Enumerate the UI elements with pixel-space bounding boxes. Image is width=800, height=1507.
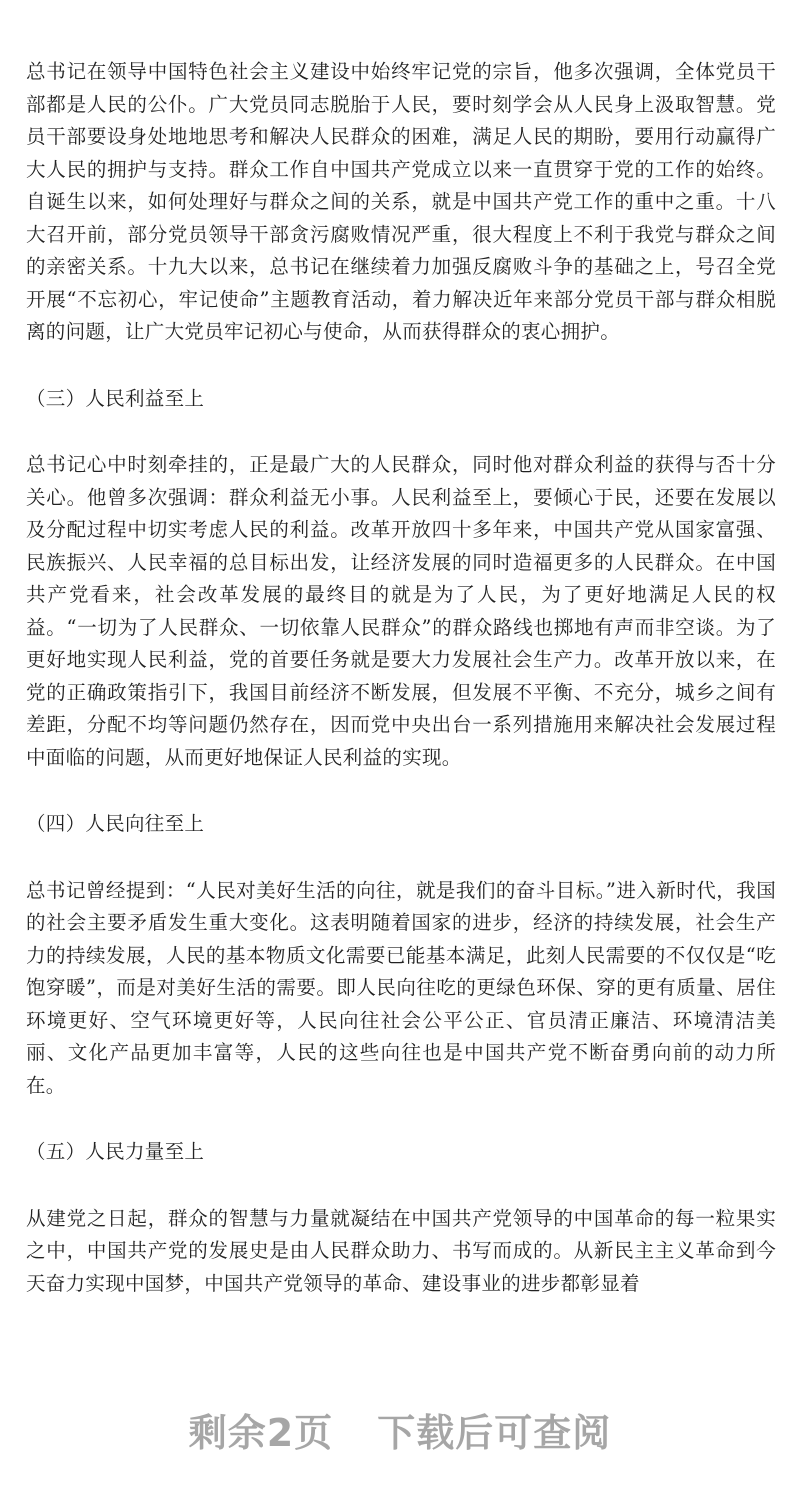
body-paragraph: 总书记在领导中国特色社会主义建设中始终牢记党的宗旨，他多次强调，全体党员干部都是人民的公仆。广大党员同志脱胎于人民，要时刻学会从人民身上汲取智慧。党员干部要设身处地地思考和解决人民群众的困难，满足人民的期盼，要用行动赢得广大人民的拥护与支持。群众工作自中国共产党成立以来一直贯穿于党的工作的始终。自诞生以来，如何处理好与群众之间的关系，就是中国共产党工作的重中之重。十八大召开前，部分党员领导干部贪污腐败情况严重，很大程度上不利于我党与群众之间的亲密关系。十九大以来，总书记在继续着力加强反腐败斗争的基础之上，号召全党开展“不忘初心，牢记使命”主题教育活动，着力解决近年来部分党员干部与群众相脱离的问题，让广大党员牢记初心与使命，从而获得群众的衷心拥护。: [26, 60, 776, 343]
section-heading: （三）人民利益至上: [26, 386, 205, 410]
remaining-pages-label: 剩余2页: [188, 1411, 334, 1455]
download-prompt-banner[interactable]: [0, 1402, 800, 1457]
body-paragraph: 从建党之日起，群众的智慧与力量就凝结在中国共产党领导的中国革命的每一粒果实之中，中国共产党的发展史是由人民群众助力、书写而成的。从新民主主义革命到今天奋力实现中国梦，中国共产党领导的革命、建设事业的进步都彰显着: [26, 1206, 776, 1295]
body-paragraph: 总书记心中时刻牵挂的，正是最广大的人民群众，同时他对群众利益的获得与否十分关心。他曾多次强调：群众利益无小事。人民利益至上，要倾心于民，还要在发展以及分配过程中切实考虑人民的利益。改革开放四十多年来，中国共产党从国家富强、民族振兴、人民幸福的总目标出发，让经济发展的同时造福更多的人民群众。在中国共产党看来，社会改革发展的最终目的就是为了人民，为了更好地满足人民的权益。“一切为了人民群众、一切依靠人民群众”的群众路线也掷地有声而非空谈。为了更好地实现人民利益，党的首要任务就是要大力发展社会生产力。改革开放以来，在党的正确政策指引下，我国目前经济不断发展，但发展不平衡、不充分，城乡之间有差距，分配不均等问题仍然存在，因而党中央出台一系列措施用来解决社会发展过程中面临的问题，从而更好地保证人民利益的实现。: [26, 453, 776, 769]
section-heading: （四）人民向往至上: [26, 812, 205, 835]
document-body: [26, 56, 776, 1300]
body-paragraph: 总书记曾经提到：“人民对美好生活的向往，就是我们的奋斗目标。”进入新时代，我国的社会主要矛盾发生重大变化。这表明随着国家的进步，经济的持续发展，社会生产力的持续发展，人民的基本物质文化需要已能基本满足，此刻人民需要的不仅仅是“吃饱穿暖”，而是对美好生活的需要。即人民向往吃的更绿色环保、穿的更有质量、居住环境更好、空气环境更好等，人民向往社会公平公正、官员清正廉洁、环境清洁美丽、文化产品更加丰富等，人民的这些向往也是中国共产党不断奋勇向前的动力所在。: [26, 878, 776, 1097]
section-heading: （五）人民力量至上: [26, 1140, 205, 1163]
download-to-view-label: 下载后可查阅: [377, 1411, 612, 1455]
